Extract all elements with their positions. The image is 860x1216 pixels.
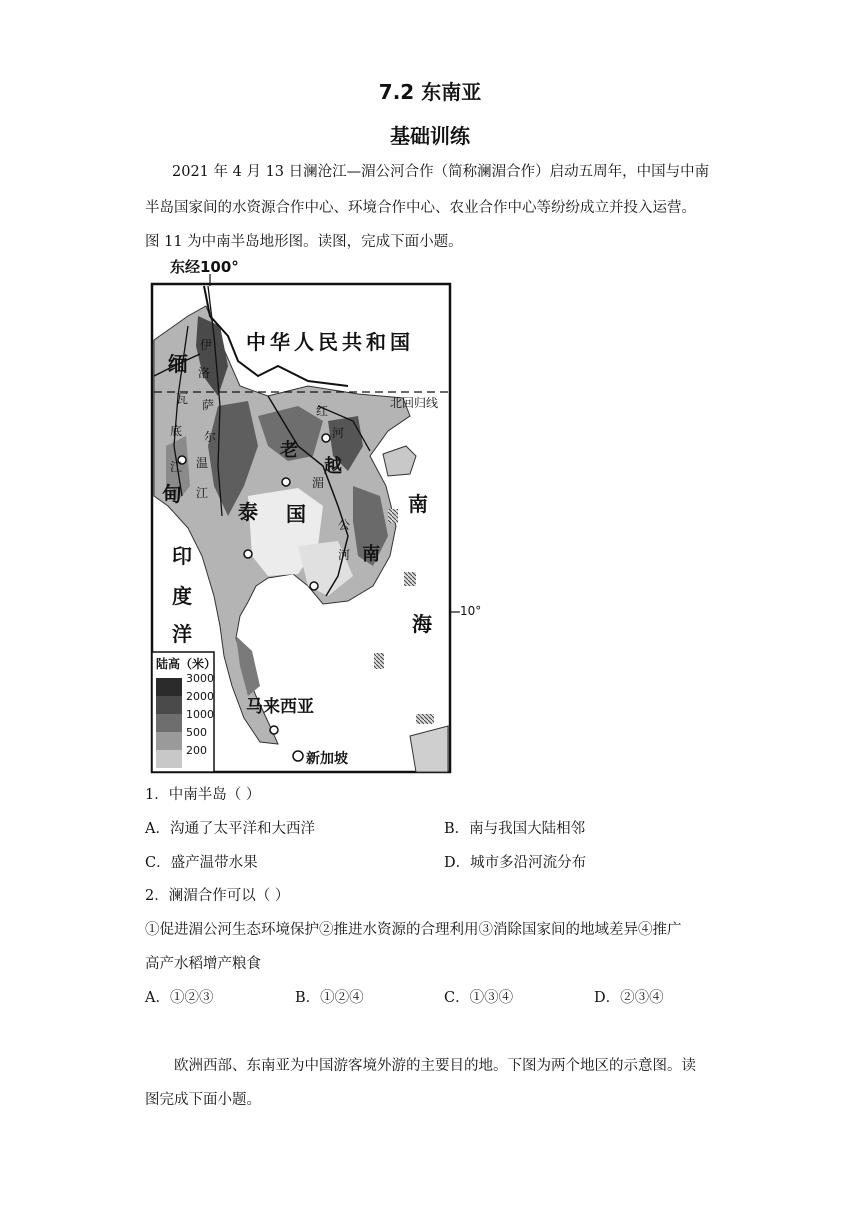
south-sea-char-2: 海 [412,612,432,636]
legend-level-2000: 2000 [186,690,214,703]
river-mekong-char-3: 河 [338,548,351,562]
thailand-char-2: 国 [286,502,306,526]
question-2-option-c: C．①③④ [444,990,514,1006]
question-2-stem: 2．澜湄合作可以（ ） [145,888,290,904]
south-char: 南 [362,544,380,565]
passage-2-line-1: 欧洲西部、东南亚为中国游客境外游的主要目的地。下图为两个地区的示意图。读 [174,1058,696,1074]
section-title: 基础训练 [390,124,470,148]
china-label: 中华人民共和国 [246,330,414,354]
river-irrawaddy-char-1: 伊 [200,338,213,352]
question-2-option-a: A．①②③ [145,990,214,1006]
thailand-char-1: 泰 [238,500,258,524]
question-1-option-c: C．盛产温带水果 [145,855,258,871]
malaysia-label: 马来西亚 [246,697,314,717]
legend-level-500: 500 [186,726,207,739]
river-mekong-char-2: 公 [338,518,351,532]
question-2-option-d: D．②③④ [594,990,664,1006]
river-red-char-1: 红 [316,404,329,418]
river-red-char-2: 河 [332,426,345,440]
page-title: 7.2 东南亚 [378,80,482,104]
river-irrawaddy-char-2: 洛 [198,366,211,380]
vietnam-label: 越 [324,456,342,477]
indochina-terrain-map [148,256,488,776]
intro-line-1: 2021 年 4 月 13 日澜沧江—湄公河合作（简称澜湄合作）启动五周年，中国与中南 [172,164,710,180]
legend-title: 陆高（米） [156,657,217,671]
intro-line-2: 半岛国家间的水资源合作中心、环境合作中心、农业合作中心等纷纷成立并投入运营。 [145,200,696,216]
tropic-label: 北回归线 [390,396,439,410]
passage-2-line-2: 图完成下面小题。 [145,1092,261,1108]
laos-label: 老 [280,440,298,461]
south-sea-char-1: 南 [408,492,428,516]
myanmar-char-2: 甸 [162,482,182,506]
question-1-option-b: B．南与我国大陆相邻 [444,821,586,837]
legend-level-200: 200 [186,744,207,757]
myanmar-char-1: 缅 [168,352,188,376]
question-1-option-a: A．沟通了太平洋和大西洋 [145,821,315,837]
indian-ocean-char-3: 洋 [172,622,192,646]
question-2-option-b: B．①②④ [295,990,364,1006]
legend-level-3000: 3000 [186,672,214,685]
river-irrawaddy-char-3: 瓦 [176,392,189,406]
question-1-stem: 1．中南半岛（ ） [145,787,261,803]
river-mekong-char-1: 湄 [312,476,325,490]
intro-line-3: 图 11 为中南半岛地形图。读图，完成下面小题。 [145,234,463,250]
question-2-items-line-2: 高产水稻增产粮食 [145,956,261,972]
question-2-items-line-1: ①促进湄公河生态环境保护②推进水资源的合理利用③消除国家间的地域差异④推广 [145,922,682,938]
river-salween-char-2: 尔 [204,430,217,444]
question-1-option-d: D．城市多沿河流分布 [444,855,587,871]
meridian-label: 东经100° [170,258,239,276]
lat10-label: 10° [460,604,482,618]
river-salween-char-3: 温 [196,456,209,470]
river-irrawaddy-char-5: 江 [170,460,183,474]
indian-ocean-char-1: 印 [172,544,192,568]
legend-level-1000: 1000 [186,708,214,721]
indian-ocean-char-2: 度 [172,584,192,608]
river-salween-char-1: 萨 [202,398,215,412]
river-irrawaddy-char-4: 底 [170,424,183,438]
singapore-label: 新加坡 [306,751,348,767]
river-salween-char-4: 江 [196,486,209,500]
